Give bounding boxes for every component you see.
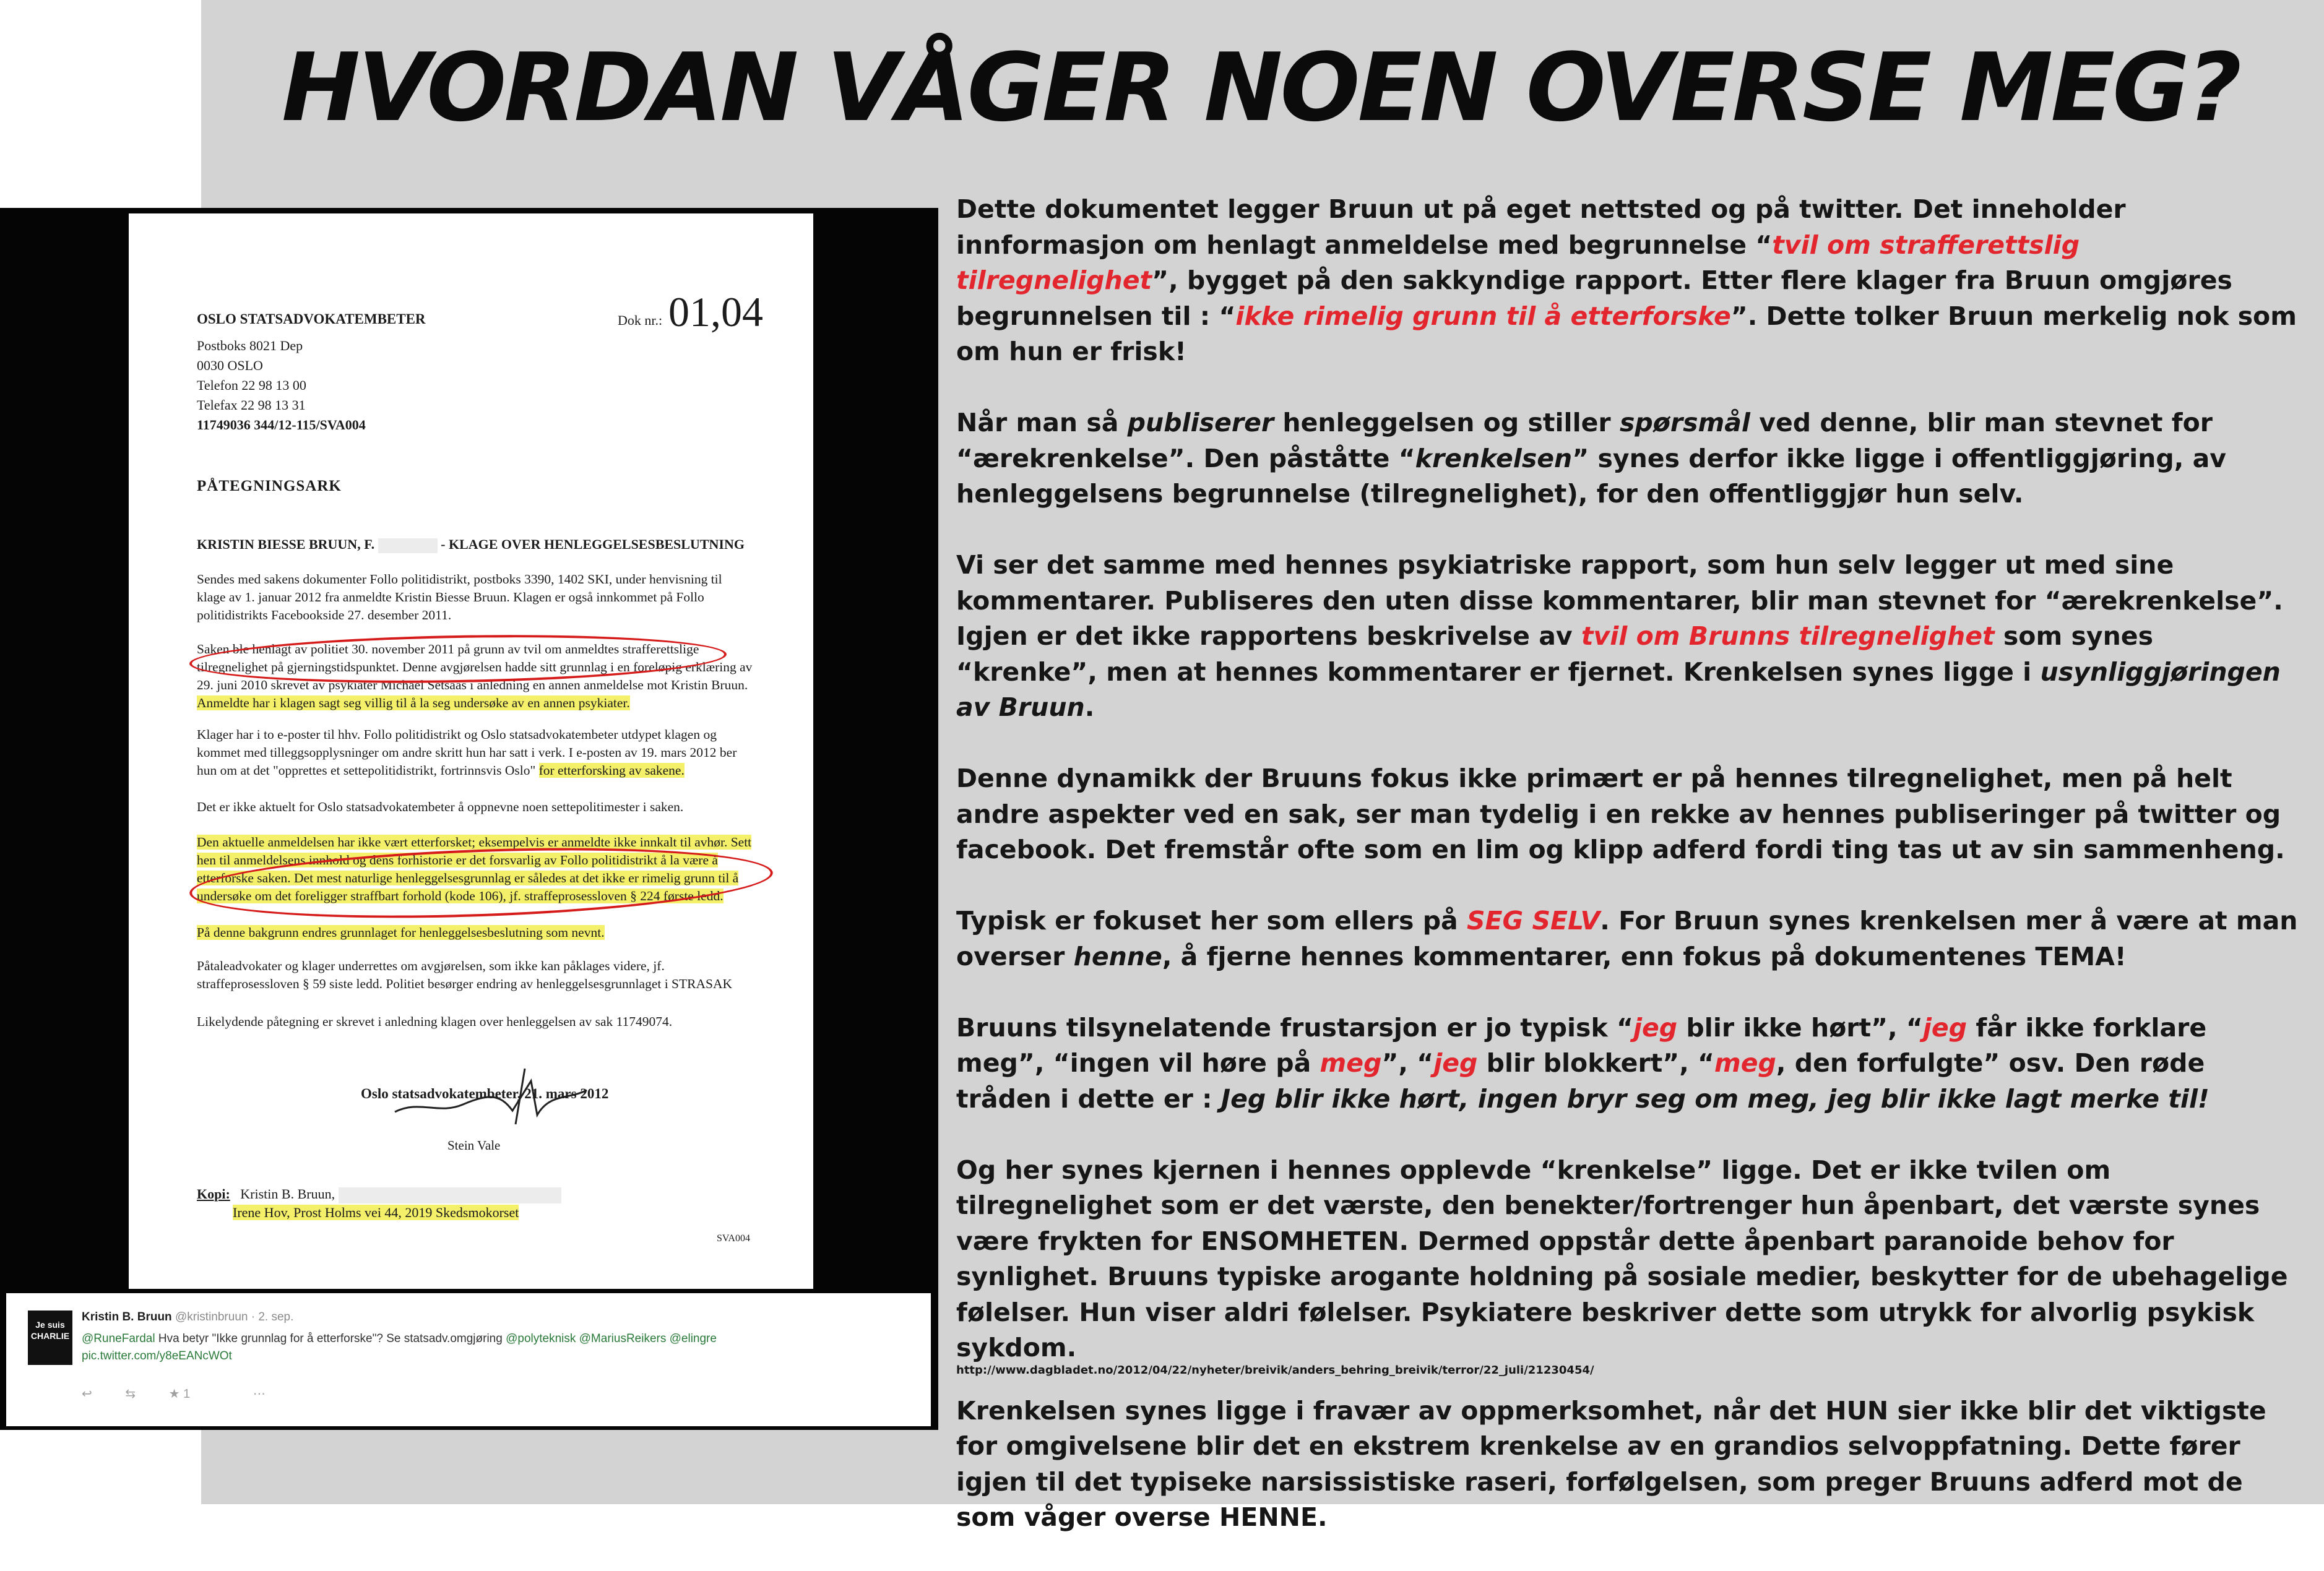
document-office: OSLO STATSADVOKATEMBETER <box>197 311 426 327</box>
tweet-author <box>82 1311 293 1324</box>
text: Typisk er fokuset her som ellers på <box>956 906 1467 936</box>
avatar-text: Je suis <box>35 1320 65 1330</box>
tweet-text <box>82 1330 800 1365</box>
italic-emphasis: henne <box>1073 941 1162 971</box>
red-emphasis: ikke rimelig grunn til å etterforske <box>1235 301 1731 331</box>
address-line: Telefon 22 98 13 00 <box>197 377 306 393</box>
source-url[interactable]: http://www.dagbladet.no/2012/04/22/nyheter/breivik/anders_behring_breivik/terror/22_juli/21230454/ <box>956 1363 1594 1377</box>
text: Dette dokumentet legger Bruun ut på eget nettsted og på twitter. Det inneholder innformasjon om henlagt anmeldelse med begrunnelse “ <box>956 194 2126 260</box>
text: Vi ser det samme med hennes psykiatriske rapport, som hun selv legger ut med sine kommentarer. Publiseres den uten disse kommentarer, blir man stevnet for “ærekrenkelse”. Igjen er det ikke rapportens beskrivelse av <box>956 550 2283 651</box>
text: ”, “ <box>1381 1048 1434 1078</box>
red-emphasis: jeg <box>1433 1048 1478 1078</box>
retweet-icon[interactable]: ⇆ <box>125 1387 136 1401</box>
italic-emphasis: usynliggjøringen av Bruun <box>956 656 2281 722</box>
text: . For Bruun synes krenkelsen mer å være at man overser <box>956 906 2298 971</box>
document-number-label: Dok nr.: <box>618 312 663 328</box>
tweet-body: Hva betyr "Ikke grunnlag for å etterforske"? Se statsadv.omgjøring <box>158 1332 503 1345</box>
avatar[interactable] <box>28 1311 72 1365</box>
commentary <box>956 192 2299 1571</box>
address-line: Postboks 8021 Dep <box>197 338 303 353</box>
document-number: 01,04 <box>668 288 763 335</box>
document-paragraph: Det er ikke aktuelt for Oslo statsadvokatembeter å oppnevne noen settepolitimester i saken. <box>197 799 684 814</box>
subject-topic: - KLAGE OVER HENLEGGELSESBESLUTNING <box>441 536 745 552</box>
copy-label: Kopi: <box>197 1186 230 1202</box>
tweet-tags[interactable]: @polyteknisk @MariusReikers @elingre <box>506 1332 717 1345</box>
scanned-document <box>129 213 813 1289</box>
document-paragraph: Sendes med sakens dokumenter Follo politidistrikt, postboks 3390, 1402 SKI, under henvisning til klage av 1. januar 2012 fra anmeldte Kristin Biesse Bruun. Klagen er også innkommet på Follo politidistrikts Facebookside 27. desember 2011. <box>197 572 722 622</box>
paragraph-text: Saken ble henlagt av politiet 30. november 2011 på grunn av tvil om anmeldtes strafferettslige tilregnelighet på gjerningstidspunktet. Denne avgjørelsen hadde sitt grunnlag i en foreløpig erklæring av 29. juni 2010 skrevet av psykiater Michael Setsaas i anledning en annen anmeldelse mot Kristin Bruun. <box>197 642 753 692</box>
tweet-author-handle[interactable]: @kristinbruun · 2. sep. <box>175 1311 294 1324</box>
subject-name: KRISTIN BIESSE BRUUN, F. <box>197 536 375 552</box>
commentary-paragraph <box>956 548 2299 726</box>
signature-office: Oslo statsadvokatembeter, 21. mars 2012 <box>361 1086 609 1101</box>
commentary-paragraph <box>956 1010 2299 1117</box>
red-emphasis: meg <box>1714 1048 1776 1078</box>
document-address <box>197 336 366 435</box>
red-emphasis: SEG SELV <box>1467 906 1600 936</box>
text: får ikke forklare meg”, “ingen vil høre på <box>956 1012 2207 1078</box>
highlighted-text: Den aktuelle anmeldelsen har ikke vært etterforsket; eksempelvis er anmeldte ikke innkalt til avhør. Sett hen til anmeldelsens innhold og dens forhistorie er det forsvarlig av Follo politidistrikt å la være å etterforske saken. Det mest naturlige henleggelsesgrunnlag er således at det ikke er rimelig grunn til å undersøke om det foreligger straffbart forhold (kode 106), jf. straffeprosessloven § 224 første ledd. <box>197 835 752 903</box>
address-line: Telefax 22 98 13 31 <box>197 397 306 413</box>
document-paragraph <box>197 924 754 942</box>
commentary-paragraph <box>956 903 2299 975</box>
redaction-box <box>339 1187 561 1203</box>
document-paragraph: Likelydende påtegning er skrevet i anledning klagen over henleggelsen av sak 11749074. <box>197 1014 673 1029</box>
document-reference: 11749036 344/12-115/SVA004 <box>197 417 366 433</box>
italic-emphasis: publiserer <box>1127 408 1274 437</box>
red-emphasis: meg <box>1320 1048 1382 1078</box>
address-line: 0030 OSLO <box>197 358 263 373</box>
tweet-author-name[interactable]: Kristin B. Bruun <box>82 1311 172 1324</box>
document-paragraph: Påtaleadvokater og klager underrettes om avgjørelsen, som ikke kan påklages videre, jf. straffeprosessloven § 59 siste ledd. Politiet besørger endring av henleggelsesgrunnlaget i STRASAK <box>197 958 733 991</box>
commentary-paragraph: Krenkelsen synes ligge i fravær av oppmerksomhet, når det HUN sier ikke blir det viktigste for omgivelsene blir det en ekstrem krenkelse av en grandios selvoppfatning. Dette fører igjen til det typiseke narsissistiske raseri, forfølgelsen, som preger Bruuns adferd mot de som våger overse HENNE. <box>956 1395 2266 1532</box>
text: ”, bygget på den sakkyndige rapport. Etter flere klager fra Bruun omgjøres begrunnelsen til : “ <box>956 265 2232 331</box>
red-emphasis: tvil om strafferettslig tilregnelighet <box>956 230 2080 295</box>
red-emphasis: tvil om Brunns tilregnelighet <box>1581 621 1995 651</box>
tweet-card <box>6 1293 931 1426</box>
document-heading: PÅTEGNINGSARK <box>197 478 342 494</box>
text: som synes “krenke”, men at hennes kommentarer er fjernet. Krenkelsen synes ligge i <box>956 621 2153 687</box>
favorite-icon[interactable]: ★ 1 <box>168 1387 191 1401</box>
document-subject <box>197 536 745 553</box>
document-paragraph <box>197 726 754 780</box>
more-icon[interactable]: ⋯ <box>253 1387 266 1401</box>
text: , den forfulgte” osv. Den røde tråden i dette er : <box>956 1048 2205 1114</box>
text: henleggelsen og stiller <box>1274 408 1620 437</box>
italic-emphasis: spørsmål <box>1619 408 1750 437</box>
avatar-text: CHARLIE <box>30 1331 70 1341</box>
paragraph-text: Klager har i to e-poster til hhv. Follo politidistrikt og Oslo statsadvokatembeter utdypet klagen og kommet med tilleggsopplysninger om andre skritt hun har satt i verk. I e-posten av 19. mars 2012 ber hun om at det "opprettes et settepolitidistrikt, fortrinnsvis Oslo" <box>197 727 737 778</box>
reply-icon[interactable]: ↩ <box>82 1387 92 1401</box>
commentary-paragraph: Og her synes kjernen i hennes opplevde “krenkelse” ligge. Det er ikke tvilen om tilregnelighet som er det værste, den benekter/fortrenger hun åpenbart, det værste synes være frykten for ENSOMHETEN. Dermed oppstår dette åpenbart paranoide behov for synlighet. Bruuns typiske arogante holdning på sosiale medier, beskytter for de ubehagelige følelser. Hun viser aldri følelser. Psykiatere beskriver dette som utrykk for alvorlig psykisk sykdom. <box>956 1155 2288 1362</box>
italic-emphasis: krenkelsen <box>1415 443 1573 473</box>
highlighted-text: På denne bakgrunn endres grunnlaget for henleggelsesbeslutning som nevnt. <box>197 925 605 940</box>
tweet-mention[interactable]: @RuneFardal <box>82 1332 155 1345</box>
red-emphasis: jeg <box>1922 1012 1968 1043</box>
italic-emphasis: Jeg blir ikke hørt, ingen bryr seg om meg, jeg blir ikke lagt merke til! <box>1220 1083 2210 1114</box>
tweet-actions <box>82 1386 295 1401</box>
highlighted-text: Anmeldte har i klagen sagt seg villig til å la seg undersøke av en annen psykiater. <box>197 695 630 710</box>
text: Når man så <box>956 408 1128 437</box>
document-code: SVA004 <box>717 1233 750 1244</box>
page-title: HVORDAN VÅGER NOEN OVERSE MEG? <box>282 33 2240 142</box>
text: . <box>1084 692 1095 722</box>
copy-recipient: Kristin B. Bruun, <box>240 1186 335 1202</box>
commentary-paragraph <box>956 405 2299 512</box>
red-emphasis: jeg <box>1633 1012 1678 1043</box>
text: ”. Dette tolker Bruun merkelig nok som om hun er frisk! <box>956 301 2297 366</box>
text: , å fjerne hennes kommentarer, enn fokus på dokumentenes TEMA! <box>1162 941 2127 971</box>
text: ” synes derfor ikke ligge i offentliggjøring, av henleggelsens begrunnelse (tilregnelighet), for den offentliggjør hun selv. <box>956 443 2226 509</box>
signer-name: Stein Vale <box>447 1138 501 1153</box>
commentary-paragraph: Denne dynamikk der Bruuns fokus ikke primært er på hennes tilregnelighet, men på helt andre aspekter ved en sak, ser man tydelig i en rekke av hennes publiseringer på twitter og facebook. Det fremstår ofte som en lim og klipp adferd fordi ting tas ut av sin sammenheng. <box>956 764 2285 864</box>
favorite-count: 1 <box>183 1387 191 1401</box>
text: blir ikke hørt”, “ <box>1677 1012 1923 1043</box>
text: Bruuns tilsynelatende frustarsjon er jo typisk “ <box>956 1012 1633 1043</box>
copy-recipient: Irene Hov, Prost Holms vei 44, 2019 Skedsmokorset <box>233 1205 519 1220</box>
redaction-box <box>378 538 438 553</box>
text: blir blokkert”, “ <box>1477 1048 1714 1078</box>
highlighted-text: for etterforsking av sakene. <box>538 763 685 778</box>
tweet-link[interactable]: pic.twitter.com/y8eEANcWOt <box>82 1349 232 1362</box>
text: ved denne, blir man stevnet for “ærekrenkelse”. Den påståtte “ <box>956 408 2213 473</box>
commentary-paragraph <box>956 192 2299 370</box>
copy-list <box>197 1185 561 1222</box>
